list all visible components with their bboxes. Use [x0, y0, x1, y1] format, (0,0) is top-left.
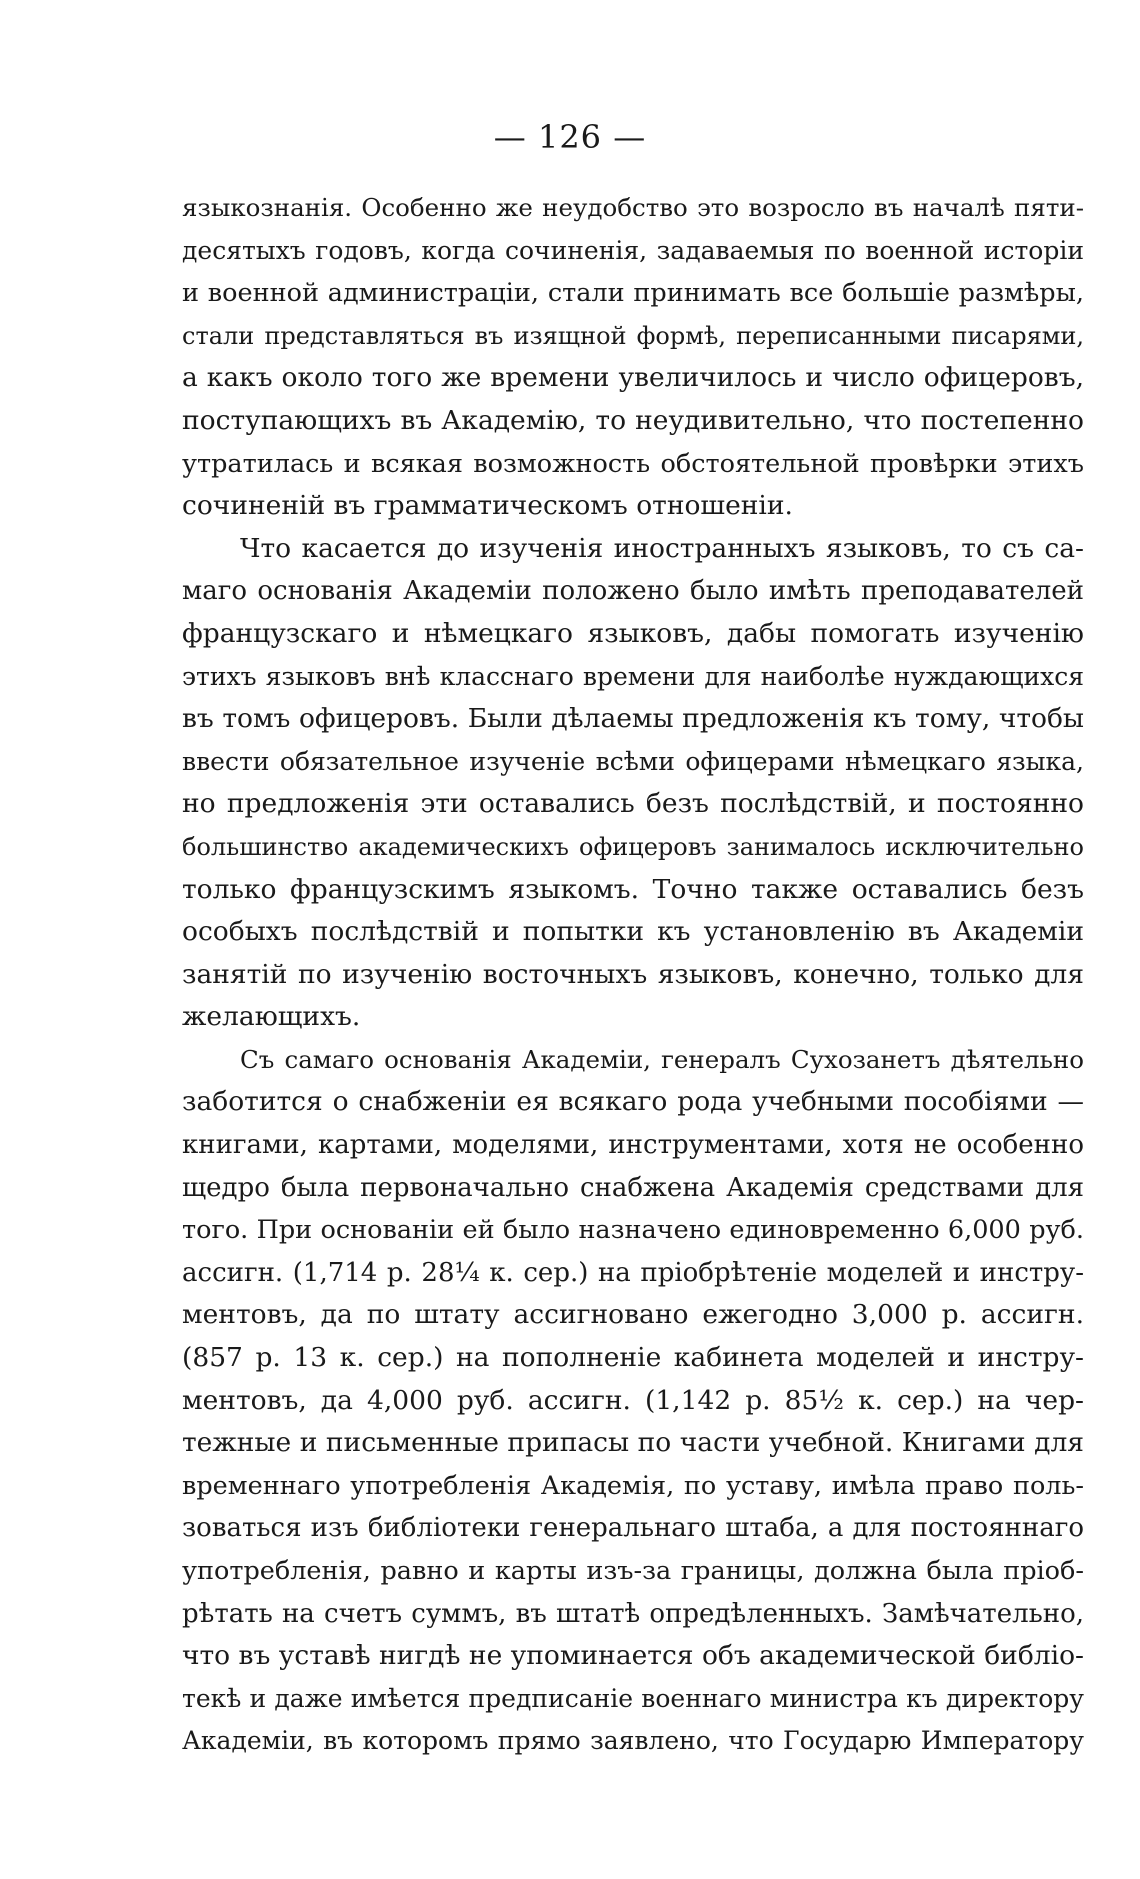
text-line: поступающихъ въ Академію, то неудивительно, что постепенно — [182, 404, 1084, 436]
paragraph-start-line: Съ самаго основанія Академіи, генералъ Сухозанетъ дѣятельно — [240, 1044, 1084, 1074]
text-line: стали представляться въ изящной формѣ, переписанными писарями, — [182, 321, 1084, 350]
text-line: того. При основаніи ей было назначено единовременно 6,000 руб. — [182, 1215, 1084, 1246]
text-line: утратилась и всякая возможность обстоятельной провѣрки этихъ — [182, 448, 1084, 479]
text-line: и военной администраціи, стали принимать все большіе размѣры, — [182, 278, 1084, 309]
text-line: особыхъ послѣдствій и попытки къ установленію въ Академіи — [182, 916, 1084, 948]
page-number: — 126 — — [493, 118, 647, 156]
text-line: занятій по изученію восточныхъ языковъ, конечно, только для — [182, 958, 1084, 990]
text-line: но предложенія эти оставались безъ послѣдствій, и постоянно — [182, 788, 1084, 820]
text-line: что въ уставѣ нигдѣ не упоминается объ академической библіо- — [182, 1640, 1085, 1672]
paragraph-end-line: сочиненій въ грамматическомъ отношеніи. — [182, 490, 793, 522]
text-line: временнаго употребленія Академія, по уставу, имѣла право поль- — [182, 1470, 1084, 1501]
text-line: заботится о снабженіи ея всякаго рода учебными пособіями — — [182, 1086, 1084, 1118]
text-line: въ томъ офицеровъ. Были дѣлаемы предложенія къ тому, чтобы — [182, 703, 1084, 735]
text-line: Академіи, въ которомъ прямо заявлено, что Государю Императору — [182, 1726, 1084, 1756]
paragraph-end-line: желающихъ. — [182, 1001, 361, 1033]
text-line: употребленія, равно и карты изъ-за границы, должна была пріоб- — [182, 1556, 1084, 1586]
text-line: маго основанія Академіи положено было имѣть преподавателей — [182, 576, 1084, 607]
paragraph-start-line: Что касается до изученія иностранныхъ языковъ, то съ са- — [240, 532, 1084, 564]
text-line: щедро была первоначально снабжена Академія средствами для — [182, 1172, 1084, 1203]
text-line: ассигн. (1,714 р. 28¼ к. сер.) на пріобрѣтеніе моделей и инстру- — [182, 1257, 1084, 1288]
text-line: тежные и письменные припасы по части учебной. Книгами для — [182, 1427, 1084, 1459]
text-line: десятыхъ годовъ, когда сочиненія, задаваемыя по военной исторіи — [182, 235, 1084, 265]
text-line: рѣтать на счетъ суммъ, въ штатѣ опредѣленныхъ. Замѣчательно, — [182, 1598, 1084, 1629]
text-line: ментовъ, да по штату ассигновано ежегодно 3,000 р. ассигн. — [182, 1299, 1084, 1331]
text-line: ментовъ, да 4,000 руб. ассигн. (1,142 р. 85½ к. сер.) на чер- — [182, 1384, 1084, 1416]
text-line: а какъ около того же времени увеличилось и число офицеровъ, — [182, 362, 1084, 394]
text-line: зоваться изъ библіотеки генеральнаго штаба, а для постояннаго — [182, 1513, 1084, 1544]
text-line: (857 р. 13 к. сер.) на пополненіе кабинета моделей и инстру- — [182, 1342, 1084, 1374]
text-line: языкознанія. Особенно же неудобство это возросло въ началѣ пяти- — [182, 193, 1084, 222]
text-line: этихъ языковъ внѣ класснаго времени для наиболѣе нуждающихся — [182, 661, 1084, 691]
body-text — [182, 187, 1084, 1763]
text-line: большинство академическихъ офицеровъ занималось исключительно — [182, 832, 1084, 861]
text-line: французскаго и нѣмецкаго языковъ, дабы помогать изученію — [182, 617, 1084, 649]
text-line: только французскимъ языкомъ. Точно также оставались безъ — [182, 873, 1084, 905]
text-line: книгами, картами, моделями, инструментами, хотя не особенно — [182, 1130, 1084, 1161]
text-line: ввести обязательное изученіе всѣми офицерами нѣмецкаго языка, — [182, 746, 1084, 776]
text-line: текѣ и даже имѣется предписаніе военнаго министра къ директору — [182, 1683, 1084, 1713]
